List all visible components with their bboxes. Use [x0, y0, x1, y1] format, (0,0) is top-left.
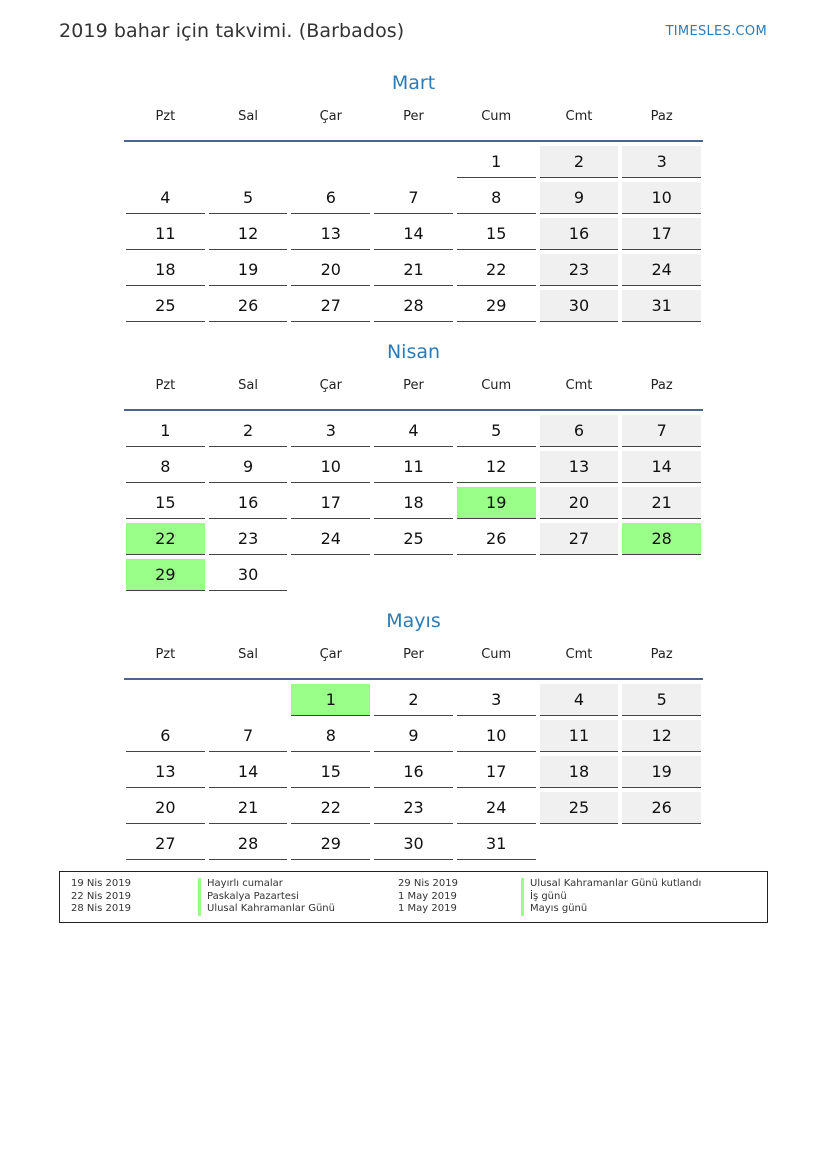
day-number: 27	[126, 828, 205, 860]
weekday-header	[124, 644, 703, 680]
day-cell	[372, 451, 455, 487]
page-title: 2019 bahar için takvimi. (Barbados)	[59, 20, 405, 42]
weekday-label: Cum	[481, 647, 512, 662]
legend-names-left	[198, 878, 335, 916]
week-row	[124, 290, 703, 326]
day-cell	[538, 559, 621, 595]
day-number: 28	[374, 290, 453, 322]
weekday-label: Sal	[238, 647, 258, 662]
day-number: 23	[374, 792, 453, 824]
weekday-label: Çar	[319, 647, 342, 662]
weekday-label: Çar	[319, 109, 342, 124]
weekday-label: Per	[403, 109, 424, 124]
week-rows	[124, 142, 703, 325]
legend-date: 1 May 2019	[398, 890, 457, 902]
day-cell	[207, 415, 290, 451]
day-number: 22	[126, 523, 205, 555]
weekday-label: Cmt	[565, 378, 593, 393]
day-number: 5	[209, 182, 288, 214]
day-number: 2	[374, 684, 453, 716]
day-cell	[455, 792, 538, 828]
day-cell	[207, 254, 290, 290]
day-cell	[124, 559, 207, 595]
day-number: 7	[209, 720, 288, 752]
day-cell	[289, 182, 372, 218]
day-number: 1	[126, 415, 205, 447]
week-row	[124, 792, 703, 828]
day-cell	[455, 559, 538, 595]
day-cell	[538, 182, 621, 218]
weekday-label: Cmt	[565, 647, 593, 662]
day-number: 6	[540, 415, 619, 447]
day-cell	[289, 146, 372, 182]
day-number	[622, 559, 701, 591]
day-number: 4	[374, 415, 453, 447]
week-row	[124, 828, 703, 864]
day-cell	[538, 792, 621, 828]
day-number: 9	[540, 182, 619, 214]
day-number: 26	[622, 792, 701, 824]
day-number: 20	[540, 487, 619, 519]
day-number: 10	[291, 451, 370, 483]
day-cell	[620, 415, 703, 451]
day-cell	[124, 684, 207, 720]
day-cell	[372, 684, 455, 720]
day-cell	[289, 415, 372, 451]
legend-holiday-name: Paskalya Pazartesi	[198, 891, 335, 904]
day-cell	[372, 290, 455, 326]
day-cell	[289, 792, 372, 828]
weekday-label: Per	[403, 378, 424, 393]
day-number: 25	[540, 792, 619, 824]
day-number: 2	[209, 415, 288, 447]
day-number: 4	[540, 684, 619, 716]
day-cell	[620, 523, 703, 559]
day-cell	[207, 146, 290, 182]
day-cell	[124, 218, 207, 254]
legend-holiday-name: Ulusal Kahramanlar Günü kutlandı	[521, 878, 701, 891]
weekday-header	[124, 375, 703, 411]
weekday-label: Per	[403, 647, 424, 662]
day-cell	[372, 218, 455, 254]
day-cell	[455, 146, 538, 182]
day-number: 22	[457, 254, 536, 286]
day-number: 21	[622, 487, 701, 519]
day-number	[126, 684, 205, 716]
day-cell	[372, 720, 455, 756]
day-cell	[372, 146, 455, 182]
day-cell	[538, 254, 621, 290]
day-cell	[289, 254, 372, 290]
week-row	[124, 559, 703, 595]
month-calendar	[124, 70, 703, 325]
day-number: 14	[374, 218, 453, 250]
day-number: 30	[209, 559, 288, 591]
weekday-label: Pzt	[155, 109, 176, 124]
week-rows	[124, 411, 703, 594]
day-number: 31	[457, 828, 536, 860]
day-cell	[124, 487, 207, 523]
day-cell	[372, 523, 455, 559]
day-cell	[538, 684, 621, 720]
day-cell	[620, 756, 703, 792]
holiday-legend	[59, 871, 768, 923]
week-row	[124, 218, 703, 254]
week-row	[124, 415, 703, 451]
day-cell	[538, 756, 621, 792]
day-cell	[538, 290, 621, 326]
day-number: 7	[374, 182, 453, 214]
day-number: 27	[291, 290, 370, 322]
day-cell	[124, 828, 207, 864]
day-cell	[207, 290, 290, 326]
day-cell	[455, 684, 538, 720]
day-cell	[455, 254, 538, 290]
day-cell	[620, 218, 703, 254]
day-number	[209, 146, 288, 178]
legend-date: 22 Nis 2019	[71, 890, 131, 902]
day-cell	[538, 828, 621, 864]
day-cell	[289, 451, 372, 487]
day-cell	[124, 290, 207, 326]
day-cell	[372, 415, 455, 451]
day-number: 10	[622, 182, 701, 214]
site-link[interactable]: TIMESLES.COM	[665, 24, 767, 39]
day-cell	[207, 487, 290, 523]
day-number: 29	[126, 559, 205, 591]
week-row	[124, 487, 703, 523]
day-number	[291, 146, 370, 178]
day-number: 25	[126, 290, 205, 322]
week-rows	[124, 680, 703, 863]
weekday-label: Cum	[481, 378, 512, 393]
legend-holiday-name: Hayırlı cumalar	[198, 878, 335, 891]
day-cell	[289, 828, 372, 864]
day-number: 3	[457, 684, 536, 716]
day-cell	[124, 254, 207, 290]
day-cell	[538, 523, 621, 559]
day-cell	[455, 523, 538, 559]
day-number: 13	[126, 756, 205, 788]
day-cell	[289, 756, 372, 792]
day-cell	[620, 182, 703, 218]
legend-names-right	[521, 878, 701, 916]
day-number: 1	[457, 146, 536, 178]
day-number: 11	[126, 218, 205, 250]
day-cell	[620, 487, 703, 523]
day-cell	[124, 146, 207, 182]
day-number: 17	[291, 487, 370, 519]
day-number: 21	[209, 792, 288, 824]
day-number	[209, 684, 288, 716]
month-title: Mart	[391, 72, 436, 94]
day-cell	[620, 146, 703, 182]
week-row	[124, 523, 703, 559]
day-number: 13	[291, 218, 370, 250]
day-cell	[455, 720, 538, 756]
week-row	[124, 182, 703, 218]
month-title: Nisan	[386, 341, 441, 363]
month-calendar	[124, 608, 703, 863]
day-number: 26	[209, 290, 288, 322]
day-number: 8	[457, 182, 536, 214]
day-cell	[372, 828, 455, 864]
day-cell	[455, 756, 538, 792]
day-number: 28	[209, 828, 288, 860]
day-number: 1	[291, 684, 370, 716]
day-cell	[207, 720, 290, 756]
day-cell	[207, 451, 290, 487]
day-number: 3	[622, 146, 701, 178]
day-number: 5	[622, 684, 701, 716]
day-cell	[455, 218, 538, 254]
day-number	[291, 559, 370, 591]
day-number: 2	[540, 146, 619, 178]
day-cell	[207, 559, 290, 595]
day-number	[126, 146, 205, 178]
day-cell	[289, 290, 372, 326]
day-cell	[124, 415, 207, 451]
week-row	[124, 146, 703, 182]
day-cell	[289, 559, 372, 595]
day-number: 13	[540, 451, 619, 483]
day-cell	[289, 487, 372, 523]
legend-date: 28 Nis 2019	[71, 903, 131, 914]
week-row	[124, 451, 703, 487]
day-number: 22	[291, 792, 370, 824]
day-cell	[455, 828, 538, 864]
month-title: Mayıs	[386, 610, 441, 632]
day-cell	[538, 720, 621, 756]
day-number: 11	[374, 451, 453, 483]
week-row	[124, 254, 703, 290]
day-cell	[124, 720, 207, 756]
day-cell	[455, 415, 538, 451]
day-cell	[207, 523, 290, 559]
legend-holiday-name: İş günü	[521, 891, 701, 904]
day-number: 16	[209, 487, 288, 519]
day-number	[540, 828, 619, 860]
day-cell	[620, 792, 703, 828]
day-cell	[620, 559, 703, 595]
day-number: 8	[126, 451, 205, 483]
day-number: 18	[540, 756, 619, 788]
week-row	[124, 684, 703, 720]
legend-dates-left	[71, 878, 131, 916]
day-cell	[538, 487, 621, 523]
day-cell	[207, 792, 290, 828]
day-number: 9	[374, 720, 453, 752]
legend-holiday-name: Ulusal Kahramanlar Günü	[198, 903, 335, 916]
day-number: 8	[291, 720, 370, 752]
day-cell	[372, 487, 455, 523]
day-number: 12	[209, 218, 288, 250]
day-cell	[124, 756, 207, 792]
legend-date: 29 Nis 2019	[398, 878, 458, 889]
day-cell	[538, 415, 621, 451]
day-number: 24	[457, 792, 536, 824]
day-cell	[124, 451, 207, 487]
day-number: 24	[291, 523, 370, 555]
day-number: 27	[540, 523, 619, 555]
day-cell	[289, 684, 372, 720]
day-cell	[289, 523, 372, 559]
weekday-label: Paz	[650, 109, 673, 124]
weekday-label: Sal	[238, 109, 258, 124]
day-number: 15	[457, 218, 536, 250]
day-cell	[538, 146, 621, 182]
day-number: 24	[622, 254, 701, 286]
day-cell	[620, 290, 703, 326]
day-cell	[455, 451, 538, 487]
day-cell	[372, 559, 455, 595]
day-number: 29	[457, 290, 536, 322]
day-cell	[124, 523, 207, 559]
day-number: 31	[622, 290, 701, 322]
week-row	[124, 720, 703, 756]
legend-dates-right	[398, 878, 458, 916]
day-cell	[372, 792, 455, 828]
day-cell	[289, 218, 372, 254]
day-cell	[207, 684, 290, 720]
day-number	[622, 828, 701, 860]
day-number: 11	[540, 720, 619, 752]
day-cell	[620, 254, 703, 290]
day-number: 30	[540, 290, 619, 322]
day-number: 17	[622, 218, 701, 250]
day-number: 6	[126, 720, 205, 752]
day-number: 28	[622, 523, 701, 555]
day-number: 16	[540, 218, 619, 250]
day-number: 29	[291, 828, 370, 860]
day-number: 19	[622, 756, 701, 788]
day-number	[374, 146, 453, 178]
weekday-label: Sal	[238, 378, 258, 393]
day-number: 18	[126, 254, 205, 286]
weekday-label: Çar	[319, 378, 342, 393]
legend-date: 19 Nis 2019	[71, 878, 131, 889]
day-cell	[372, 756, 455, 792]
day-cell	[372, 182, 455, 218]
day-cell	[124, 792, 207, 828]
day-number: 23	[540, 254, 619, 286]
legend-holiday-name: Mayıs günü	[521, 903, 701, 916]
day-cell	[207, 182, 290, 218]
day-number: 18	[374, 487, 453, 519]
day-number: 20	[126, 792, 205, 824]
day-number: 9	[209, 451, 288, 483]
day-number: 12	[457, 451, 536, 483]
weekday-label: Paz	[650, 378, 673, 393]
day-number: 15	[291, 756, 370, 788]
legend-date: 1 May 2019	[398, 903, 457, 914]
day-cell	[207, 756, 290, 792]
day-number: 15	[126, 487, 205, 519]
day-cell	[455, 182, 538, 218]
day-number: 4	[126, 182, 205, 214]
day-cell	[538, 218, 621, 254]
day-cell	[207, 218, 290, 254]
day-cell	[372, 254, 455, 290]
day-number: 10	[457, 720, 536, 752]
week-row	[124, 756, 703, 792]
day-number: 3	[291, 415, 370, 447]
day-number: 26	[457, 523, 536, 555]
day-number: 17	[457, 756, 536, 788]
day-cell	[620, 684, 703, 720]
day-number: 25	[374, 523, 453, 555]
day-number: 20	[291, 254, 370, 286]
day-number: 6	[291, 182, 370, 214]
day-cell	[455, 487, 538, 523]
day-number: 5	[457, 415, 536, 447]
day-number: 19	[209, 254, 288, 286]
day-cell	[289, 720, 372, 756]
day-number: 23	[209, 523, 288, 555]
day-number: 14	[622, 451, 701, 483]
day-number: 21	[374, 254, 453, 286]
day-cell	[620, 451, 703, 487]
day-number: 7	[622, 415, 701, 447]
day-number: 14	[209, 756, 288, 788]
weekday-header	[124, 106, 703, 142]
month-calendar	[124, 339, 703, 594]
day-number: 12	[622, 720, 701, 752]
day-number: 30	[374, 828, 453, 860]
weekday-label: Pzt	[155, 378, 176, 393]
day-number: 16	[374, 756, 453, 788]
day-cell	[620, 720, 703, 756]
day-cell	[455, 290, 538, 326]
day-number	[374, 559, 453, 591]
day-number: 19	[457, 487, 536, 519]
day-number	[540, 559, 619, 591]
day-cell	[620, 828, 703, 864]
weekday-label: Paz	[650, 647, 673, 662]
day-cell	[124, 182, 207, 218]
weekday-label: Cmt	[565, 109, 593, 124]
weekday-label: Cum	[481, 109, 512, 124]
day-cell	[207, 828, 290, 864]
weekday-label: Pzt	[155, 647, 176, 662]
day-number	[457, 559, 536, 591]
day-cell	[538, 451, 621, 487]
